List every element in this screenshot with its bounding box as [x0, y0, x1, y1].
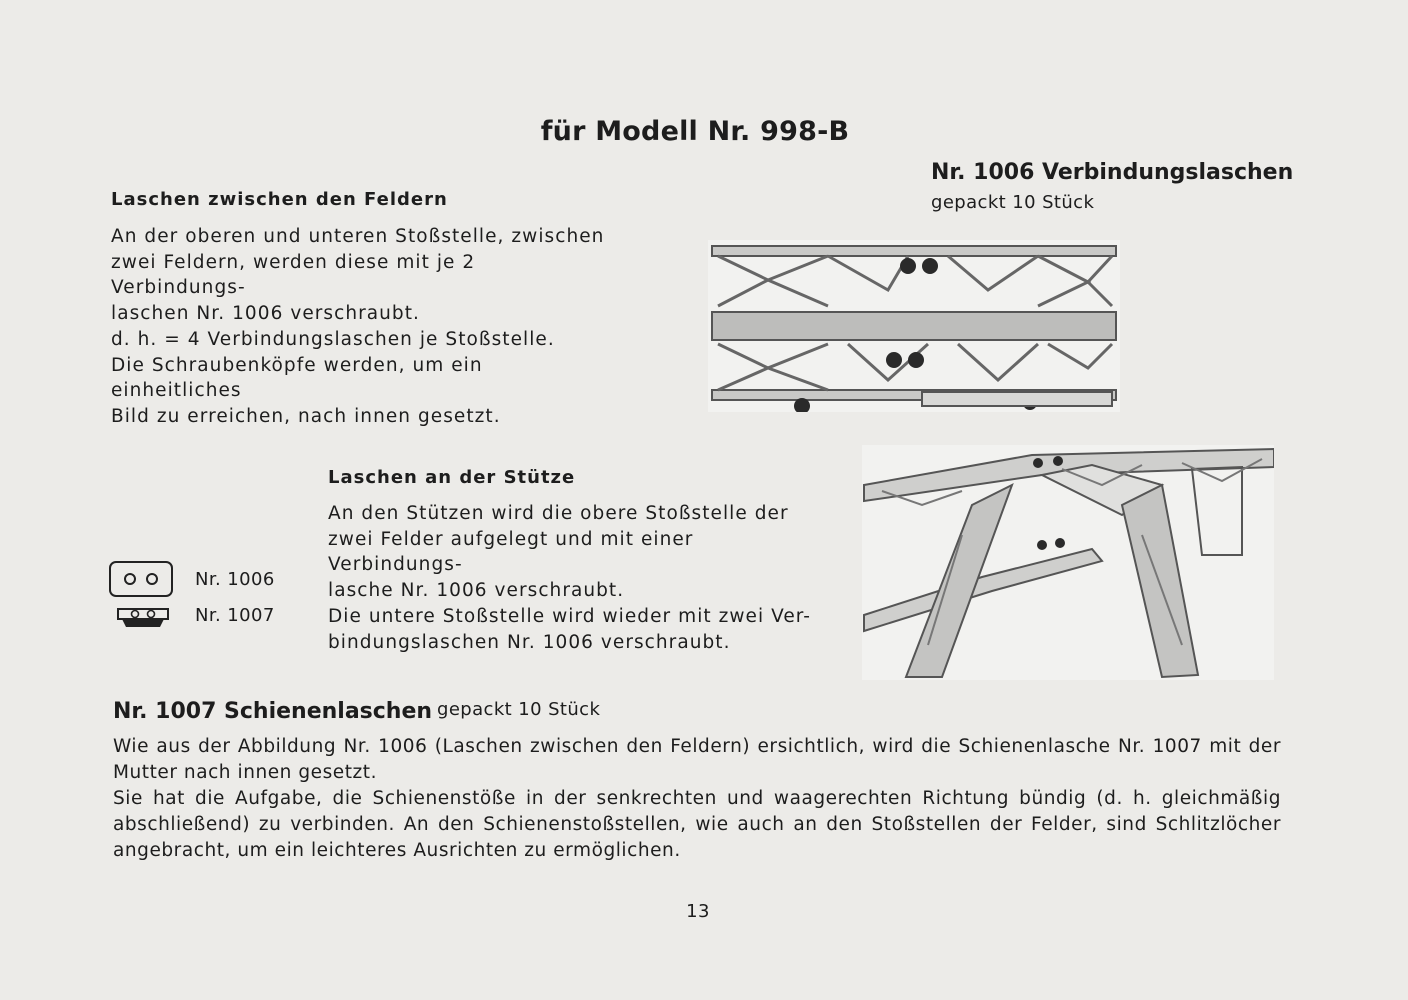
section-1-text: An der oberen und unteren Stoßstelle, zwischen zwei Feldern, werden diese mit je 2 Verbindungs- laschen Nr. 1006 verschraubt. d. h. = 4 Verbindungslaschen je Stoßstelle. Die Schraubenköpfe werden, um ein einheitliches Bild zu erreichen, nach innen gesetzt. [111, 226, 605, 427]
product-1006-pack: gepackt 10 Stück [931, 192, 1095, 213]
plate-1006-icon [108, 560, 174, 598]
legend-1006-label: Nr. 1006 [195, 569, 275, 590]
product-1007-paragraph-1: Wie aus der Abbildung Nr. 1006 (Laschen zwischen den Feldern) ersichtlich, wird die Schienenlasche Nr. 1007 mit der Mutter nach innen gesetzt. [113, 736, 1281, 783]
section-2-heading: Laschen an der Stütze [328, 467, 576, 488]
plate-1007-icon [116, 606, 170, 630]
product-1007-heading: Nr. 1007 Schienenlaschen [113, 699, 433, 724]
section-1-heading: Laschen zwischen den Feldern [111, 189, 448, 210]
page-title: für Modell Nr. 998-B [540, 116, 850, 147]
product-1006-heading: Nr. 1006 Verbindungslaschen [931, 160, 1294, 185]
product-1007-paragraph-2: Sie hat die Aufgabe, die Schienenstöße in der senkrechten und waagerechten Richtung bündig (d. h. gleichmäßig abschließend) zu verbinden. An den Schienenstoßstellen, wie auch an den Stoßstellen der Felder, sind Schlitzlöcher angebracht, um ein leichteres Ausrichten zu ermöglichen. [113, 788, 1281, 861]
product-1007-pack: gepackt 10 Stück [437, 699, 601, 720]
support-structure-photo [862, 445, 1274, 680]
product-1007-description [113, 734, 1281, 864]
truss-joint-photo [708, 240, 1120, 412]
section-2-text: An den Stützen wird die obere Stoßstelle der zwei Felder aufgelegt und mit einer Verbindungs- lasche Nr. 1006 verschraubt. Die untere Stoßstelle wird wieder mit zwei Ver- bindungslaschen Nr. 1006 verschraubt. [328, 503, 812, 653]
legend-1007-label: Nr. 1007 [195, 605, 275, 626]
page-number: 13 [686, 901, 710, 922]
